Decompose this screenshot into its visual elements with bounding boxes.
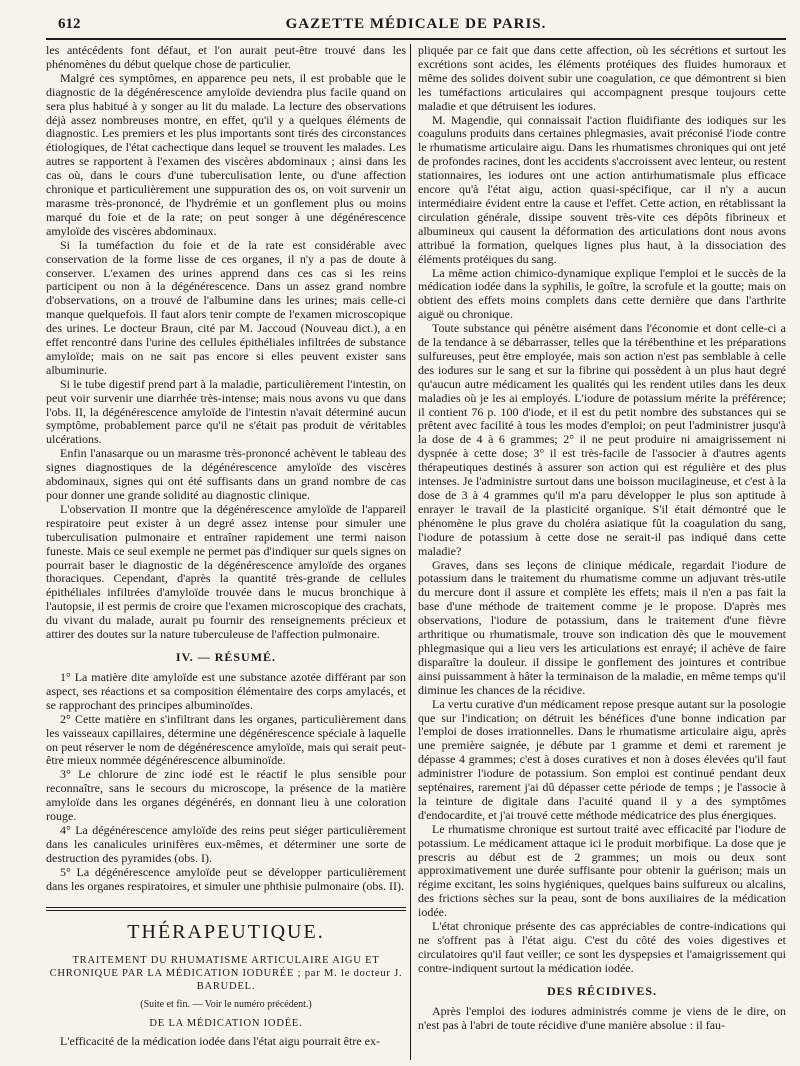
- paragraph: les antécédents font défaut, et l'on aurait peut-être trouvé dans les phénomènes du début quelque chose de particulier.: [46, 44, 406, 71]
- subheading: DE LA MÉDICATION IODÉE.: [149, 1018, 303, 1030]
- paragraph: pliquée par ce fait que dans cette affection, où les sécrétions et surtout les excrétions sont acides, les éléments protéiques des fluides humoraux et même des solides doivent subir une coagulation, ce que démontrent si bien les tuméfactions articulaires qui accompagnent presque toujours cette maladie et que détruisent les iodures.: [418, 44, 786, 113]
- paragraph: Enfin l'anasarque ou un marasme très-prononcé achèvent le tableau des signes diagnostiques de la dégénérescence amyloïde des viscères abdominaux, signes qui ont été suffisants dans un grand nombre de cas pour donner une grande solidité au diagnostic clinique.: [46, 446, 406, 502]
- paragraph: Si le tube digestif prend part à la maladie, particulièrement l'intestin, on peut voir survenir une diarrhée très-intense; mais nous avons vu que dans l'obs. II, la dégénérescence amyloïde de l'intestin n'avait déterminé aucun symptôme, probablement parce qu'il ne s'était pas produit de véritables ulcérations.: [46, 376, 406, 447]
- summary-item: 4° La dégénérescence amyloïde des reins peut siéger particulièrement dans les canalicules urinifères eux-mêmes, et déterminer une sorte de destruction des pyramides (obs. I).: [46, 822, 406, 865]
- paragraph: Toute substance qui pénètre aisément dans l'économie et dont celle-ci a de la tendance à se débarrasser, telles que la térébenthine et les préparations sulfureuses, peut être employée, mais son action n'est pas semblable à celle des iodures sur le sang et sur la fibrine qui possèdent à un plus haut degré qu'aucun autre médicament les qualités qui les rendent utiles dans les deux maladies où je les ai employés. L'iodure de potassium mérite la préférence; il contient 76 p. 100 d'iode, et il est du petit nombre des substances qui se prêtent avec facilité à tous les modes d'emploi; on peut l'administrer jusqu'à la dose de 4 à 6 grammes; 2° il ne peut produire ni amaigrissement ni dyspnée à cette dose; 3° il est très-facile de l'associer à d'autres agents thérapeutiques destinés à assurer son action qui est régulière et des plus intenses. Je l'administre surtout dans une boisson mucilagineuse, et c'est à la dose de 3 à 4 grammes qu'il m'a paru développer le plus son aptitude à enrayer le travail de la plasticité organique. S'il était démontré que le phénomène le plus grave du choléra asiatique fût la coagulation du sang, l'iodure de potassium à cette dose ne serait-il pas indiqué dans cette maladie?: [418, 321, 786, 558]
- summary-item: 3° Le chlorure de zinc iodé est le réactif le plus sensible pour reconnaître, sans le secours du microscope, la présence de la matière amyloïde dans les organes dégénérés, en donnant lieu à une coloration rouge.: [46, 767, 406, 824]
- summary-item: 5° La dégénérescence amyloïde peut se développer particulièrement dans les organes respiratoires, et simuler une phthisie pulmonaire (obs. II).: [46, 864, 406, 893]
- page-header: [46, 14, 786, 40]
- page-number: 612: [58, 16, 81, 32]
- section-heading-resume: IV. — RÉSUMÉ.: [175, 649, 277, 664]
- paragraph: Malgré ces symptômes, en apparence peu nets, il est probable que le diagnostic de la dégénérescence amyloïde deviendra plus facile quand on sera plus habitué à y songer au lit du malade. La lecture des observations déjà assez nombreuses montre, en effet, qu'il y a quelques éléments de diagnostic. Les premiers et les plus importants sont tirés des circonstances étiologiques, de l'état cachectique dans lequel se trouvent les malades. Les autres se rapportent à l'examen des viscères abdominaux ; ainsi dans les cas où, dans le cours d'une tuberculisation lente, ou d'une affection chronique et particulièrement une suppuration des os, on voit survenir un marasme très-prononcé, de l'hydrémie et un gonflement plus ou moins marqué du foie et de la rate; on peut songer à une dégénérescence amyloïde des viscères abdominaux.: [46, 70, 406, 238]
- paragraph: Le rhumatisme chronique est surtout traité avec efficacité par l'iodure de potassium. Le médicament attaque ici le produit morbifique. La dose que je prescris au début est de 2 grammes; un mois ou deux sont approximativement une durée suffisante pour obtenir la guérison; mais un régime excitant, les soins hygiéniques, quelques bains sulfureux ou alcalins, des frictions sèches sur la peau, sont de bons auxiliaires de la médication iodée.: [418, 821, 786, 920]
- summary-item: 1° La matière dite amyloïde est une substance azotée différant par son aspect, ses réactions et sa composition élémentaire des corps amylacés, et se rapprochant des principes albuminoïdes.: [46, 669, 406, 712]
- journal-title: GAZETTE MÉDICALE DE PARIS.: [285, 16, 547, 32]
- paragraph: Si la tuméfaction du foie et de la rate est considérable avec conservation de la forme lisse de ces organes, il n'y a pas de doute à conserver. L'examen des urines apprend dans ces cas si les reins participent ou non à la dégénérescence. Dans un assez grand nombre d'observations, on a trouvé de l'albumine dans les urines; mais celle-ci manque quelquefois. Il faut alors tenir compte de l'examen microscopique des urines. Le docteur Braun, cité par M. Jaccoud (Nouveau dict.), a en effet rencontré dans l'urine des cellules épithéliales infiltrées de substance amyloïde; mais on ne sait pas encore si elles peuvent exister sans albuminurie.: [46, 237, 406, 377]
- section-title-therapeutique: THÉRAPEUTIQUE.: [127, 921, 325, 944]
- paragraph: M. Magendie, qui connaissait l'action fluidifiante des iodiques sur les coaguluns produits dans certaines phlegmasies, avait préconisé l'iode contre le rhumatisme articulaire aigu. Dans les rhumatismes chroniques qui ont jeté de profondes racines, dont les accidents s'accroissent avec lenteur, ou restent stationnaires, les iodures ont une action antirhumatismale plus efficace encore qu'à l'état aigu, action quasi-spécifique, car il n'y a aucun intermédiaire évident entre la cause et l'effet. Cette action, en rétablissant la circulation générale, dissipe souvent très-vite ces dépôts fibrineux et albumineux qui causent la déformation des articulations dont nous avons attribué la formation, quelques lignes plus haut, à la dissociation des éléments protéiques du sang.: [418, 112, 786, 266]
- left-column: [46, 44, 406, 1060]
- paragraph: Graves, dans ses leçons de clinique médicale, regardait l'iodure de potassium dans le traitement du rhumatisme comme un adjuvant très-utile du mercure dont il assure et complète les effets; mais il n'en a pas fait la base d'une méthode de traitement comme je le propose. D'après mes observations, l'iodure de potassium, dans le traitement d'une fièvre arthritique ou rhumatismale, trouve son indication dès que le mouvement phlegmasique qui a lieu vers les articulations est enrayé; il achève de faire disparaître la douleur. il dissipe le gonflement des jointures et contribue ainsi puissamment à hâter la terminaison de la maladie, en même temps qu'il diminue les chances de la récidive.: [418, 557, 786, 697]
- paragraph: La vertu curative d'un médicament repose presque autant sur la posologie que sur l'indication; on détruit les bénéfices d'une bonne indication par l'emploi de doses irrationnelles. Dans le rhumatisme articulaire aigu, après une première saignée, je débute par 1 gramme et demi et rarement je dépasse 4 grammes; c'est à doses curatives et non à doses élevées qu'il faut administrer l'iodure de potassium. Son emploi est continué pendant deux septénaires, rarement j'ai dû dépasser cette période de temps ; je l'associe à la teinture de digitale dans l'acuité quand il y a des symptômes d'endocardite, et j'ai trouvé cette méthode médicatrice des plus énergiques.: [418, 696, 786, 822]
- section-divider: [46, 907, 406, 911]
- text-columns: [46, 44, 786, 1060]
- paragraph: L'observation II montre que la dégénérescence amyloïde de l'appareil respiratoire peut exister à un degré assez intense pour simuler une tuberculisation pulmonaire et entraîner rapidement une termi naison funeste. Mais ce seul exemple ne permet pas d'indiquer sur quels signes on pourrait baser le diagnostic de la dégénérescence amyloïde des organes thoraciques. Cependant, d'après la quantité très-grande de cellules épithéliales infiltrées d'amyloïde trouvée dans le mucus bronchique à l'autopsie, il est permis de croire que l'examen microscopique des crachats, du vivant du malade, aurait pu fournir des renseignements précieux et attirer des doutes sur la nature tuberculeuse de l'affection pulmonaire.: [46, 501, 406, 642]
- paragraph: Après l'emploi des iodures administrés comme je viens de le dire, on n'est pas à l'abri de toute récidive d'une manière absolue : il fau-: [418, 1003, 786, 1032]
- article-title: TRAITEMENT DU RHUMATISME ARTICULAIRE AIGU ET CHRONIQUE PAR LA MÉDICATION IODURÉE ; par M. le docteur J. BARUDEL.: [49, 955, 403, 993]
- summary-item: 2° Cette matière en s'infiltrant dans les organes, particulièrement dans les vaisseaux capillaires, détermine une dégénérescence spéciale à laquelle on peut réserver le nom de dégénérescence amyloïde, mais qui serait peut-être mieux nommée dégénérescence albuminoïde.: [46, 711, 406, 768]
- paragraph: L'état chronique présente des cas appréciables de contre-indications qui ne s'offrent pas à l'état aigu. C'est du côté des voies digestives et circulatoires qu'il faut veiller; ce sont les dyspepsies et l'amaigrissement qui contre-indiquent surtout la médication iodée.: [418, 919, 786, 975]
- paragraph: L'efficacité de la médication iodée dans l'état aigu pourrait être ex-: [60, 1034, 380, 1049]
- paragraph: La même action chimico-dynamique explique l'emploi et le succès de la médication iodée dans la syphilis, le goître, la scrofule et la goutte; mais on obtient des effets moins complets dans cette dernière que dans l'arthrite aiguë ou chronique.: [418, 265, 786, 322]
- column-divider: [410, 44, 411, 1060]
- section-heading-recidives: DES RÉCIDIVES.: [546, 983, 658, 998]
- right-column: [418, 44, 786, 1060]
- continuation-note: (Suite et fin. — Voir le numéro précédent.): [140, 999, 312, 1011]
